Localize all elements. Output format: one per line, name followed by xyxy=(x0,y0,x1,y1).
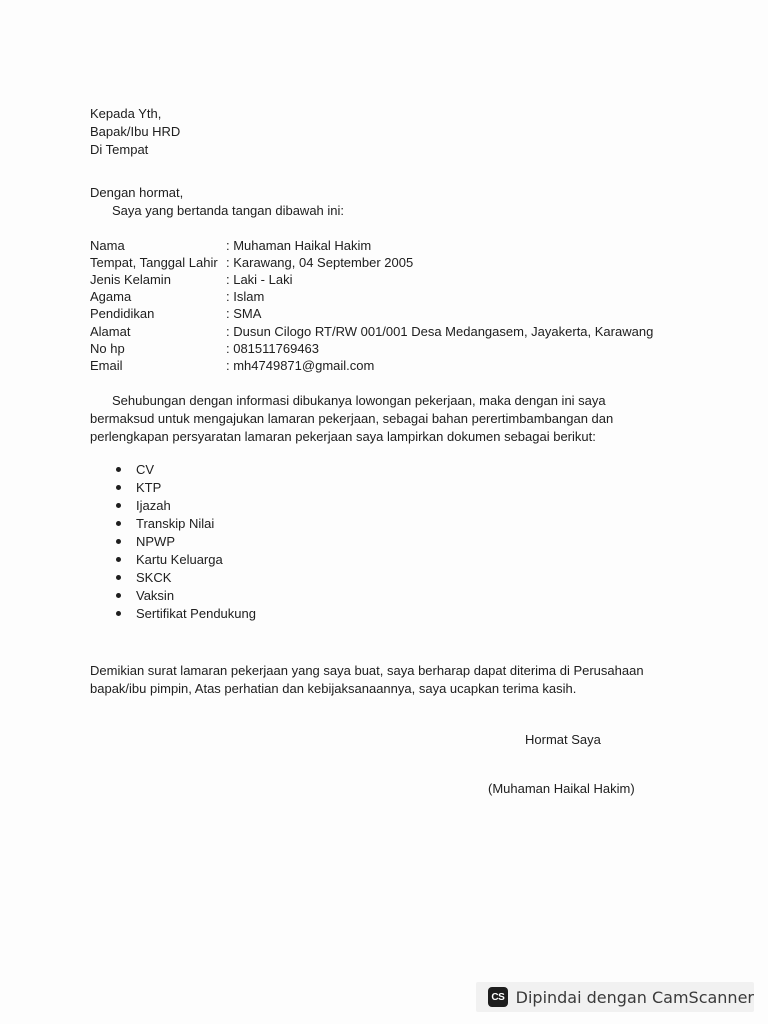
camscanner-logo-icon: CS xyxy=(488,987,508,1007)
attachment-item-ktp: KTP xyxy=(136,480,162,495)
bullet-dot xyxy=(116,521,121,526)
field-value-email: : mh4749871@gmail.com xyxy=(226,358,375,373)
field-label-email: Email xyxy=(90,358,123,373)
field-value-agama: : Islam xyxy=(226,289,265,304)
field-value-nama: : Muhaman Haikal Hakim xyxy=(226,238,372,253)
camscanner-label: Dipindai dengan CamScanner xyxy=(515,987,754,1007)
field-label-agama: Agama xyxy=(90,289,132,304)
closing-line-2: bapak/ibu pimpin, Atas perhatian dan kebijaksanaannya, saya ucapkan terima kasih. xyxy=(90,681,577,696)
bullet-dot xyxy=(116,575,121,580)
bullet-dot xyxy=(116,539,121,544)
field-label-jenis-kelamin: Jenis Kelamin xyxy=(90,272,171,287)
body-line-1: Sehubungan dengan informasi dibukanya lowongan pekerjaan, maka dengan ini saya xyxy=(112,393,606,408)
field-value-ttl: : Karawang, 04 September 2005 xyxy=(226,255,414,270)
intro-line: Saya yang bertanda tangan dibawah ini: xyxy=(112,203,345,218)
bullet-dot xyxy=(116,593,121,598)
address-line-3: Di Tempat xyxy=(90,142,149,157)
field-label-alamat: Alamat xyxy=(90,324,131,339)
attachment-item-vaksin: Vaksin xyxy=(136,588,175,603)
field-label-no-hp: No hp xyxy=(90,341,125,356)
bullet-dot xyxy=(116,485,121,490)
field-value-pendidikan: : SMA xyxy=(226,306,262,321)
body-line-3: perlengkapan persyaratan lamaran pekerjaan saya lampirkan dokumen sebagai berikut: xyxy=(90,429,596,444)
body-line-2: bermaksud untuk mengajukan lamaran pekerjaan, sebagai bahan perertimbambangan dan xyxy=(90,411,614,426)
attachment-item-cv: CV xyxy=(136,462,155,477)
attachment-item-skck: SKCK xyxy=(136,570,172,585)
field-value-jenis-kelamin: : Laki - Laki xyxy=(226,272,293,287)
attachment-item-kartu-keluarga: Kartu Keluarga xyxy=(136,552,223,567)
field-value-no-hp: : 081511769463 xyxy=(226,341,320,356)
signature-name: (Muhaman Haikal Hakim) xyxy=(488,781,635,796)
field-value-alamat: : Dusun Cilogo RT/RW 001/001 Desa Medangasem, Jayakerta, Karawang xyxy=(226,324,654,339)
address-line-2: Bapak/Ibu HRD xyxy=(90,124,181,139)
greeting: Dengan hormat, xyxy=(90,185,184,200)
address-line-1: Kepada Yth, xyxy=(90,106,162,121)
bullet-dot xyxy=(116,611,121,616)
attachment-item-ijazah: Ijazah xyxy=(136,498,171,513)
field-label-pendidikan: Pendidikan xyxy=(90,306,155,321)
sign-off: Hormat Saya xyxy=(525,732,601,747)
bullet-dot xyxy=(116,503,121,508)
bullet-dot xyxy=(116,467,121,472)
field-label-nama: Nama xyxy=(90,238,125,253)
attachment-item-sertifikat-pendukung: Sertifikat Pendukung xyxy=(136,606,256,621)
bullet-dot xyxy=(116,557,121,562)
attachment-item-npwp: NPWP xyxy=(136,534,175,549)
field-label-ttl: Tempat, Tanggal Lahir xyxy=(90,255,218,270)
attachment-item-transkip-nilai: Transkip Nilai xyxy=(136,516,215,531)
camscanner-watermark xyxy=(476,982,754,1012)
closing-line-1: Demikian surat lamaran pekerjaan yang saya buat, saya berharap dapat diterima di Perusahaan xyxy=(90,663,644,678)
